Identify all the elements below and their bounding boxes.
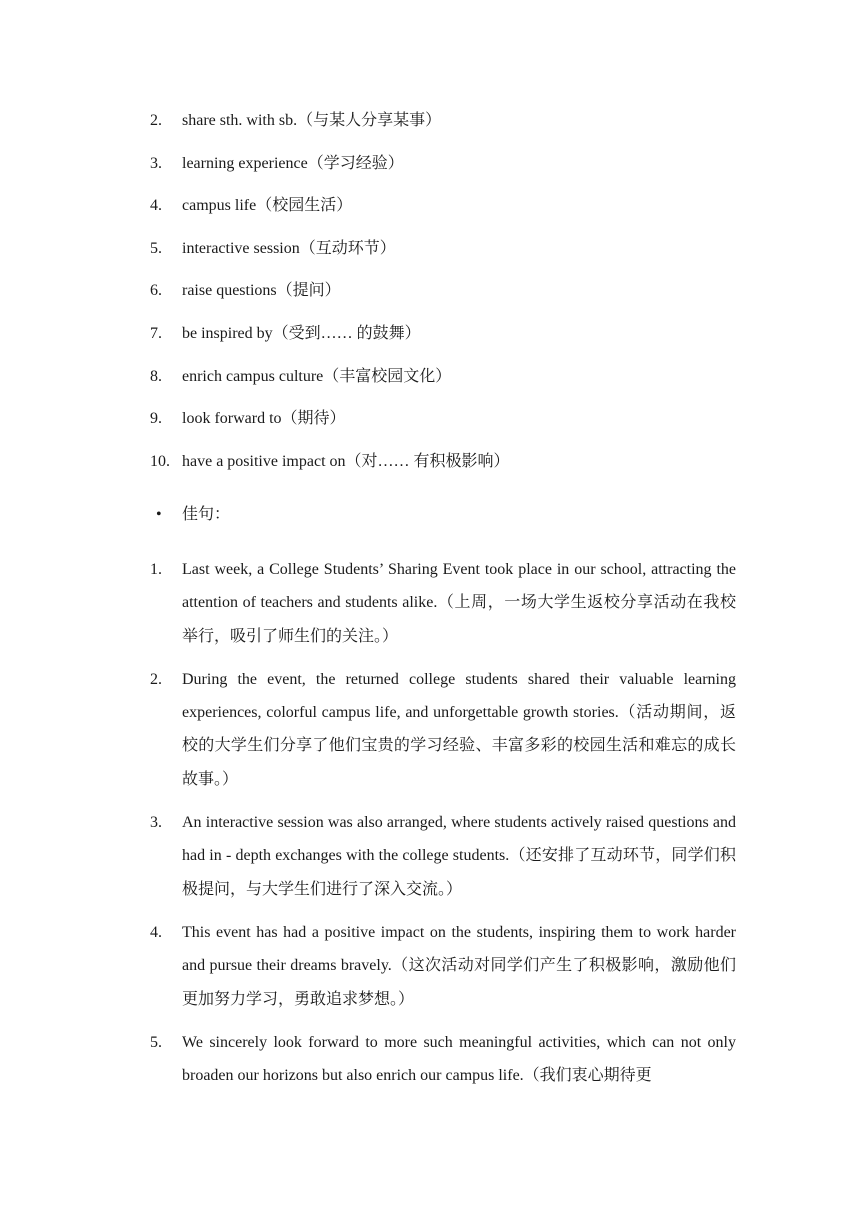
sentence-text: This event has had a positive impact on the students, inspiring them to work harder and pursue their dreams bravely.（这次活动对同学们产生了积极影响，激励他们更加努力学习，勇敢追求梦想。） bbox=[182, 923, 736, 1008]
list-item bbox=[150, 404, 750, 447]
bullet-icon: • bbox=[156, 506, 162, 523]
list-item bbox=[150, 234, 750, 277]
item-number: 3. bbox=[150, 154, 162, 172]
phrase-text: look forward to（期待） bbox=[182, 410, 346, 428]
item-number: 5. bbox=[150, 1033, 162, 1051]
list-item bbox=[150, 362, 750, 405]
item-number: 7. bbox=[150, 324, 162, 342]
list-item bbox=[150, 1026, 736, 1093]
item-number: 1. bbox=[150, 561, 162, 578]
list-item bbox=[150, 447, 750, 490]
section-heading bbox=[150, 500, 230, 530]
phrase-text: share sth. with sb.（与某人分享某事） bbox=[182, 112, 442, 129]
phrase-text: raise questions（提问） bbox=[182, 282, 341, 300]
phrase-text: enrich campus culture（丰富校园文化） bbox=[182, 367, 452, 385]
phrase-text: be inspired by（受到…… 的鼓舞） bbox=[182, 324, 421, 342]
item-number: 6. bbox=[150, 282, 162, 300]
list-item bbox=[150, 806, 736, 906]
phrase-list bbox=[150, 106, 750, 489]
item-number: 2. bbox=[150, 112, 162, 129]
list-item bbox=[150, 149, 750, 192]
sentence-text: An interactive session was also arranged, where students actively raised questions and had in - depth exchanges with the college students.（还安排了互动环节，同学们积极提问，与大学生们进行了深入交流。） bbox=[182, 814, 736, 898]
item-number: 4. bbox=[150, 923, 162, 941]
sentence-text: We sincerely look forward to more such meaningful activities, which can not only broaden our horizons but also enrich our campus life.（我们衷心期待更 bbox=[182, 1033, 736, 1085]
item-number: 5. bbox=[150, 239, 162, 257]
phrase-text: learning experience（学习经验） bbox=[182, 154, 404, 172]
list-item bbox=[150, 191, 750, 234]
list-item bbox=[150, 916, 736, 1016]
item-number: 9. bbox=[150, 410, 162, 428]
item-number: 10. bbox=[150, 452, 170, 470]
list-item bbox=[150, 319, 750, 362]
item-number: 8. bbox=[150, 367, 162, 385]
sentence-list bbox=[150, 553, 736, 1102]
list-item bbox=[150, 663, 736, 796]
phrase-text: campus life（校园生活） bbox=[182, 197, 353, 215]
list-item bbox=[150, 553, 736, 653]
sentence-text: During the event, the returned college students shared their valuable learning experiences, colorful campus life, and unforgettable growth stories.（活动期间，返校的大学生们分享了他们宝贵的学习经验、丰富多彩的校园生活和难忘的成长故事。） bbox=[182, 670, 736, 788]
list-item bbox=[150, 106, 750, 149]
item-number: 4. bbox=[150, 197, 162, 215]
list-item bbox=[150, 276, 750, 319]
sentence-text: Last week, a College Students’ Sharing Event took place in our school, attracting the attention of teachers and students alike.（上周，一场大学生返校分享活动在我校举行，吸引了师生们的关注。） bbox=[182, 561, 736, 645]
item-number: 2. bbox=[150, 670, 162, 688]
phrase-text: have a positive impact on（对…… 有积极影响） bbox=[182, 452, 510, 470]
section-heading-text: 佳句： bbox=[182, 506, 231, 523]
phrase-text: interactive session（互动环节） bbox=[182, 239, 396, 257]
item-number: 3. bbox=[150, 814, 162, 832]
